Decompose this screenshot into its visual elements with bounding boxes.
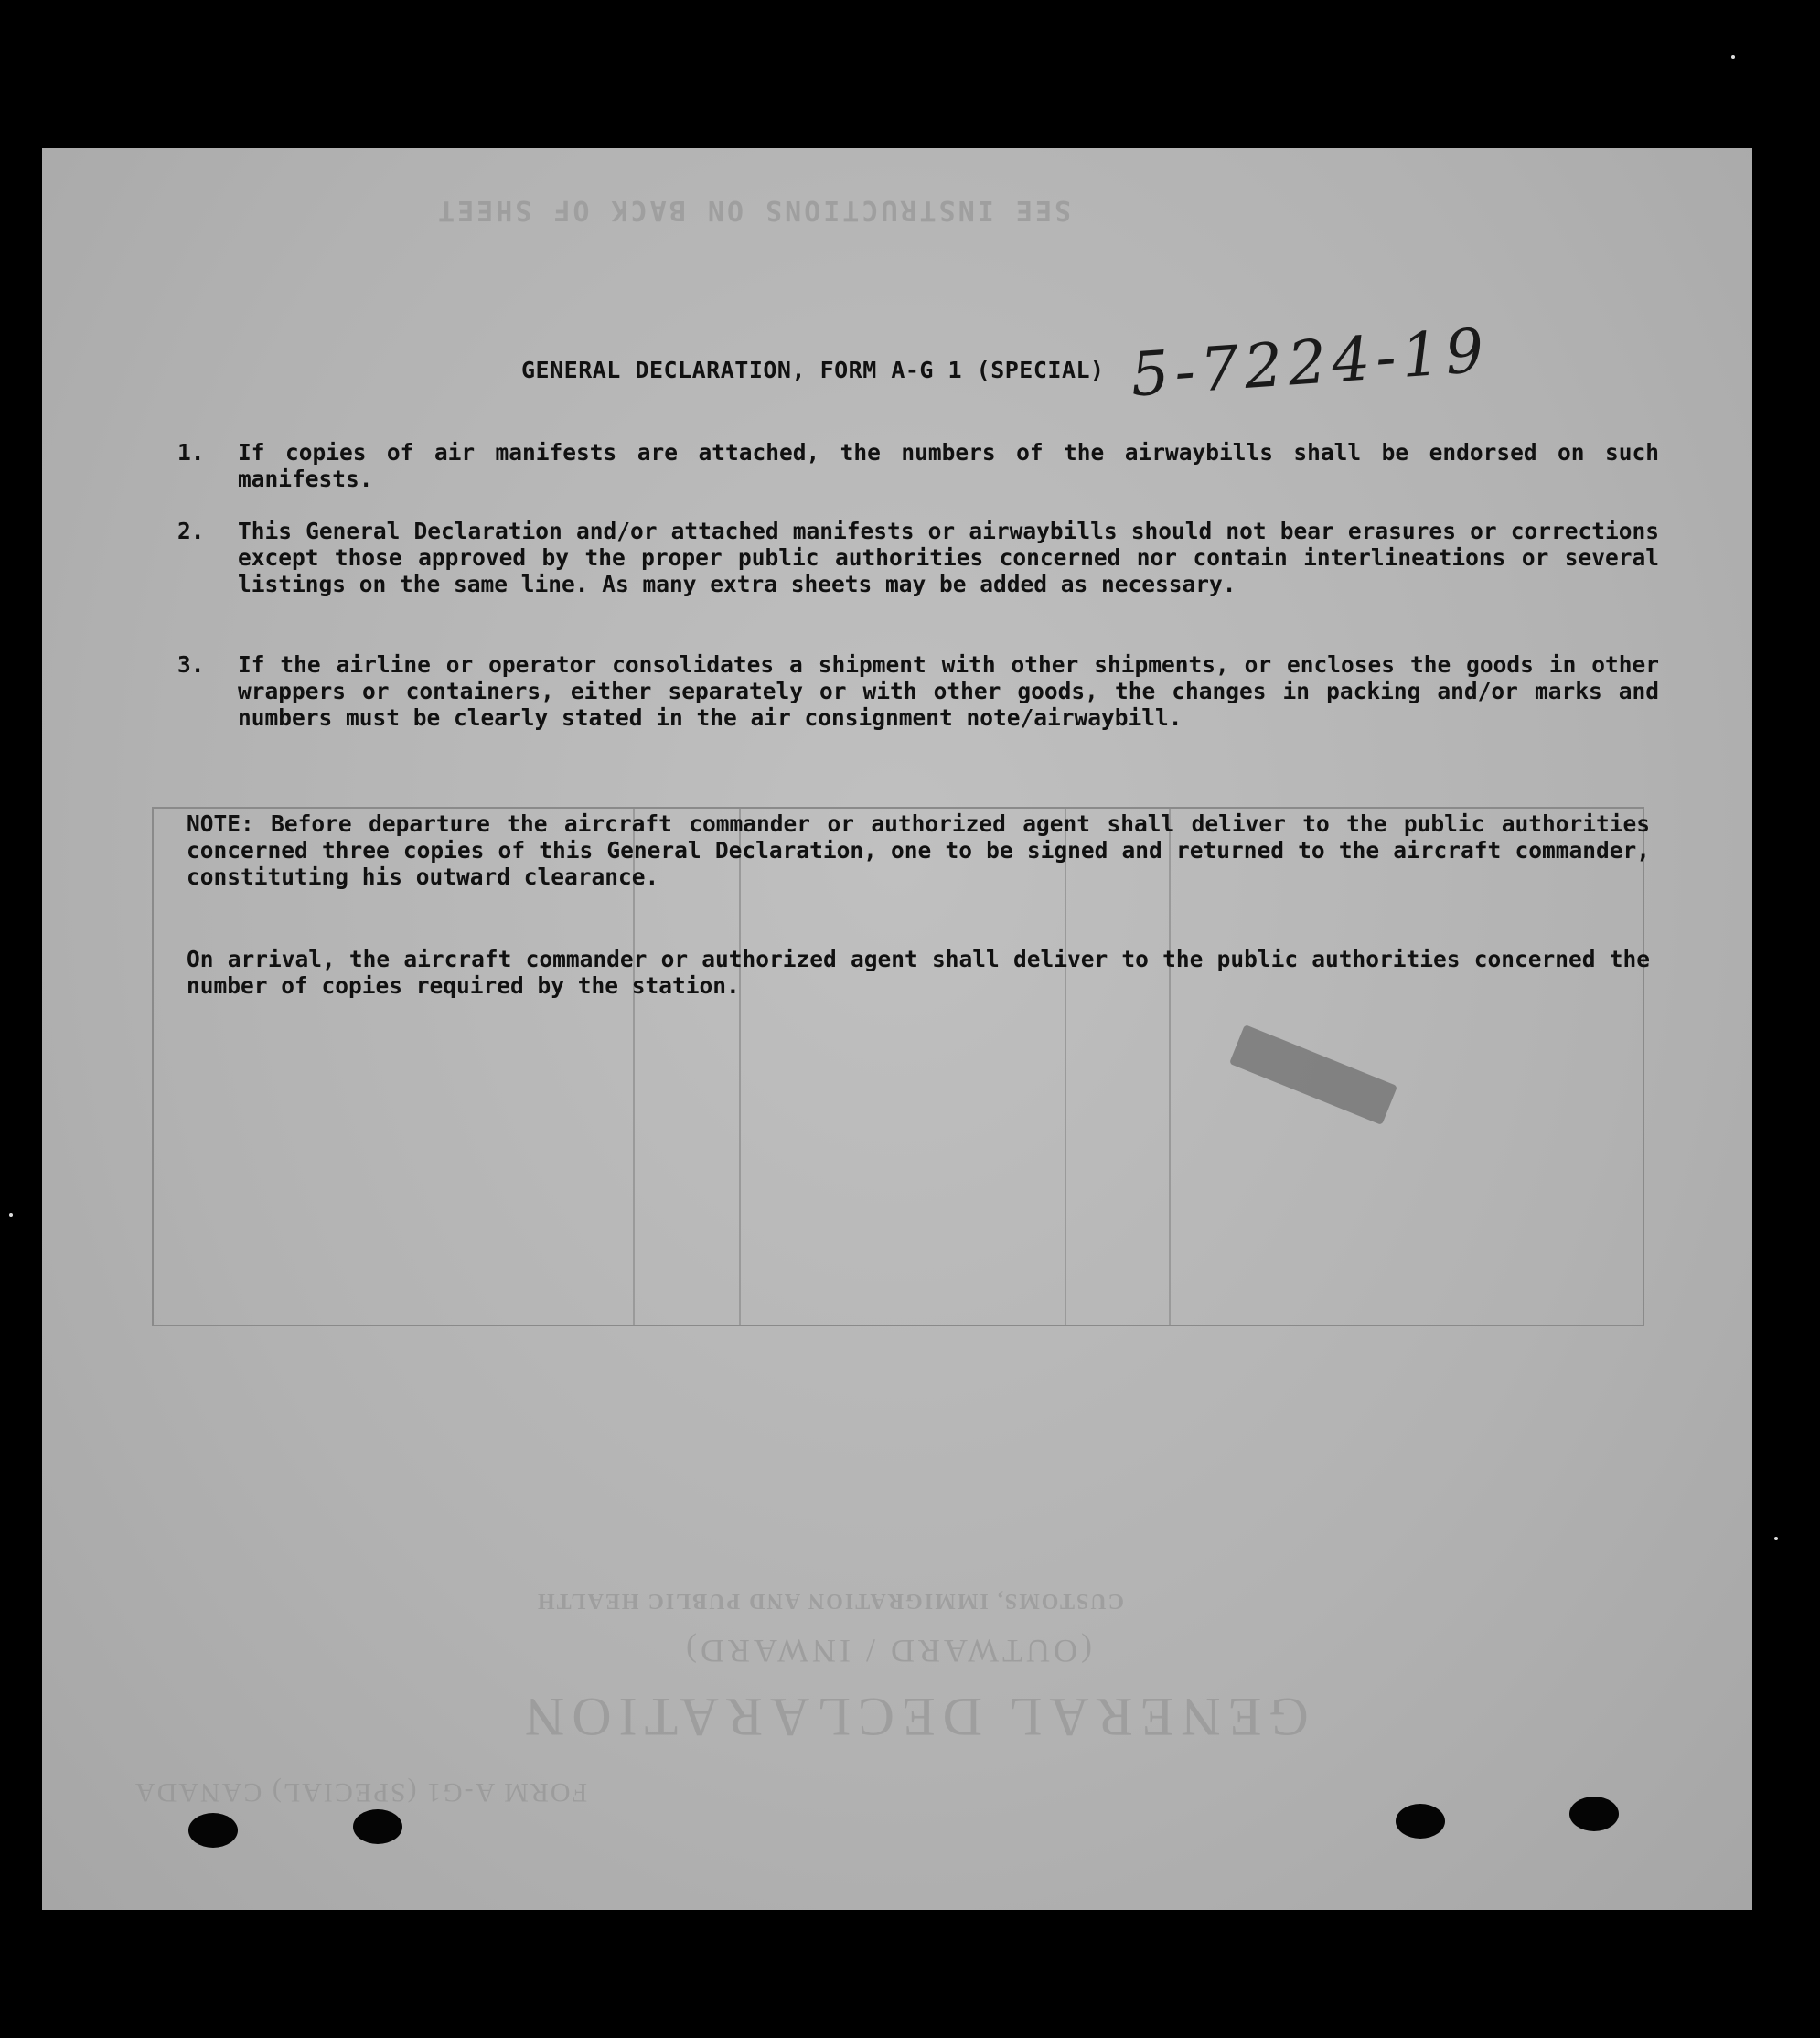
bleed-through-text: GENERAL DECLARATION [518, 1687, 1309, 1747]
instruction-item [177, 651, 1659, 731]
instruction-text: If copies of air manifests are attached, the numbers of the airwaybills shall be endorsed on such manifests. [238, 439, 1659, 492]
instruction-number: 2. [177, 518, 205, 544]
scan-speck [1731, 55, 1735, 59]
note-departure: NOTE: Before departure the aircraft commander or authorized agent shall deliver to the public authorities concerned three copies of this General Declaration, one to be signed and returned to the aircraft commander, constituting his outward clearance. [187, 810, 1650, 890]
note-arrival: On arrival, the aircraft commander or authorized agent shall deliver to the public authorities concerned the number of copies required by the station. [187, 946, 1650, 999]
punch-hole [188, 1813, 238, 1848]
bleed-through-text: (OUTWARD / INWARD) [682, 1633, 1092, 1669]
punch-hole [1396, 1804, 1445, 1839]
instruction-text: If the airline or operator consolidates a shipment with other shipments, or encloses the goods in other wrappers or containers, either separately or with other goods, the changes in packing and/or marks and numbers must be clearly stated in the air consignment note/airwaybill. [238, 651, 1659, 731]
instruction-number: 1. [177, 439, 205, 466]
instruction-item [177, 518, 1659, 597]
instruction-text: This General Declaration and/or attached manifests or airwaybills should not bear erasures or corrections except those approved by the proper public authorities concerned nor contain interlineations or several listings on the same line. As many extra sheets may be added as necessary. [238, 518, 1659, 597]
scan-speck [1774, 1537, 1778, 1540]
punch-hole [353, 1809, 402, 1844]
instruction-number: 3. [177, 651, 205, 678]
page-title: GENERAL DECLARATION, FORM A-G 1 (SPECIAL) [521, 357, 1105, 383]
document-sheet [42, 148, 1752, 1910]
instruction-item [177, 439, 1659, 492]
scan-speck [9, 1213, 13, 1217]
punch-hole [1569, 1797, 1619, 1831]
bleed-through-text: CUSTOMS, IMMIGRATION AND PUBLIC HEALTH [536, 1589, 1124, 1613]
handwritten-annotation: 5-7224-19 [1128, 315, 1492, 411]
bleed-through-text: FORM A-G1 (SPECIAL) CANADA [134, 1777, 588, 1807]
bleed-through-text: SEE INSTRUCTIONS ON BACK OF SHEET [435, 194, 1072, 226]
